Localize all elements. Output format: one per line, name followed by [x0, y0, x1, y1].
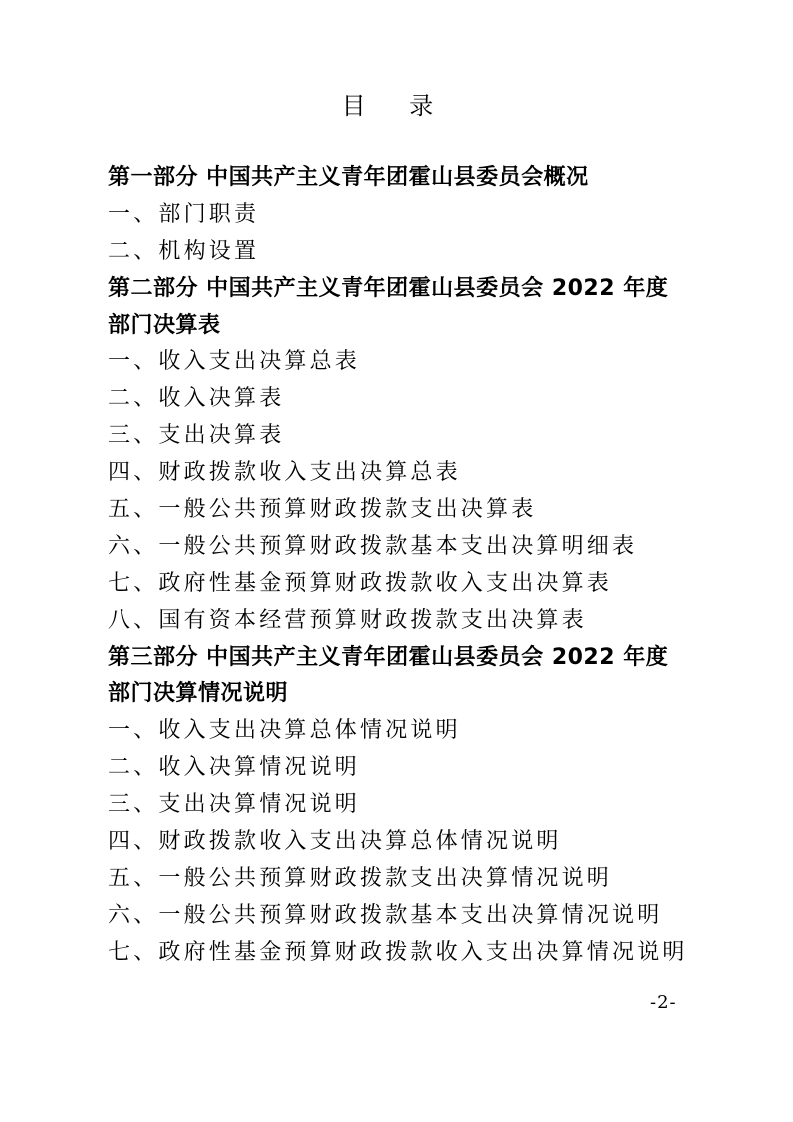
toc-section-heading: 部门决算表 [108, 312, 221, 338]
toc-item: 二、收入决算情况说明 [108, 755, 361, 781]
toc-item: 一、收入支出决算总表 [108, 349, 361, 375]
toc-item: 八、国有资本经营预算财政拨款支出决算表 [108, 607, 587, 633]
toc-item: 三、支出决算表 [108, 423, 285, 449]
toc-section-heading: 第三部分 中国共产主义青年团霍山县委员会 2022 年度 [108, 644, 669, 670]
toc-item: 三、支出决算情况说明 [108, 792, 361, 818]
toc-item: 六、一般公共预算财政拨款基本支出决算明细表 [108, 533, 638, 559]
toc-section-heading: 第二部分 中国共产主义青年团霍山县委员会 2022 年度 [108, 275, 669, 301]
toc-item: 六、一般公共预算财政拨款基本支出决算情况说明 [108, 902, 663, 928]
toc-item: 一、部门职责 [108, 201, 260, 227]
toc-item: 五、一般公共预算财政拨款支出决算表 [108, 497, 537, 523]
page-number: -2- [650, 992, 677, 1013]
page-title: 目 录 [341, 92, 452, 120]
toc-section-heading: 部门决算情况说明 [108, 681, 289, 707]
toc-item: 四、财政拨款收入支出决算总体情况说明 [108, 829, 562, 855]
toc-item: 七、政府性基金预算财政拨款收入支出决算表 [108, 570, 613, 596]
toc-item: 二、收入决算表 [108, 386, 285, 412]
toc-item: 二、机构设置 [108, 238, 260, 264]
toc-item: 五、一般公共预算财政拨款支出决算情况说明 [108, 865, 613, 891]
toc-item: 七、政府性基金预算财政拨款收入支出决算情况说明 [108, 939, 688, 965]
table-of-contents [108, 160, 708, 972]
toc-item: 一、收入支出决算总体情况说明 [108, 718, 461, 744]
toc-section-heading: 第一部分 中国共产主义青年团霍山县委员会概况 [108, 165, 589, 190]
toc-item: 四、财政拨款收入支出决算总表 [108, 460, 461, 486]
